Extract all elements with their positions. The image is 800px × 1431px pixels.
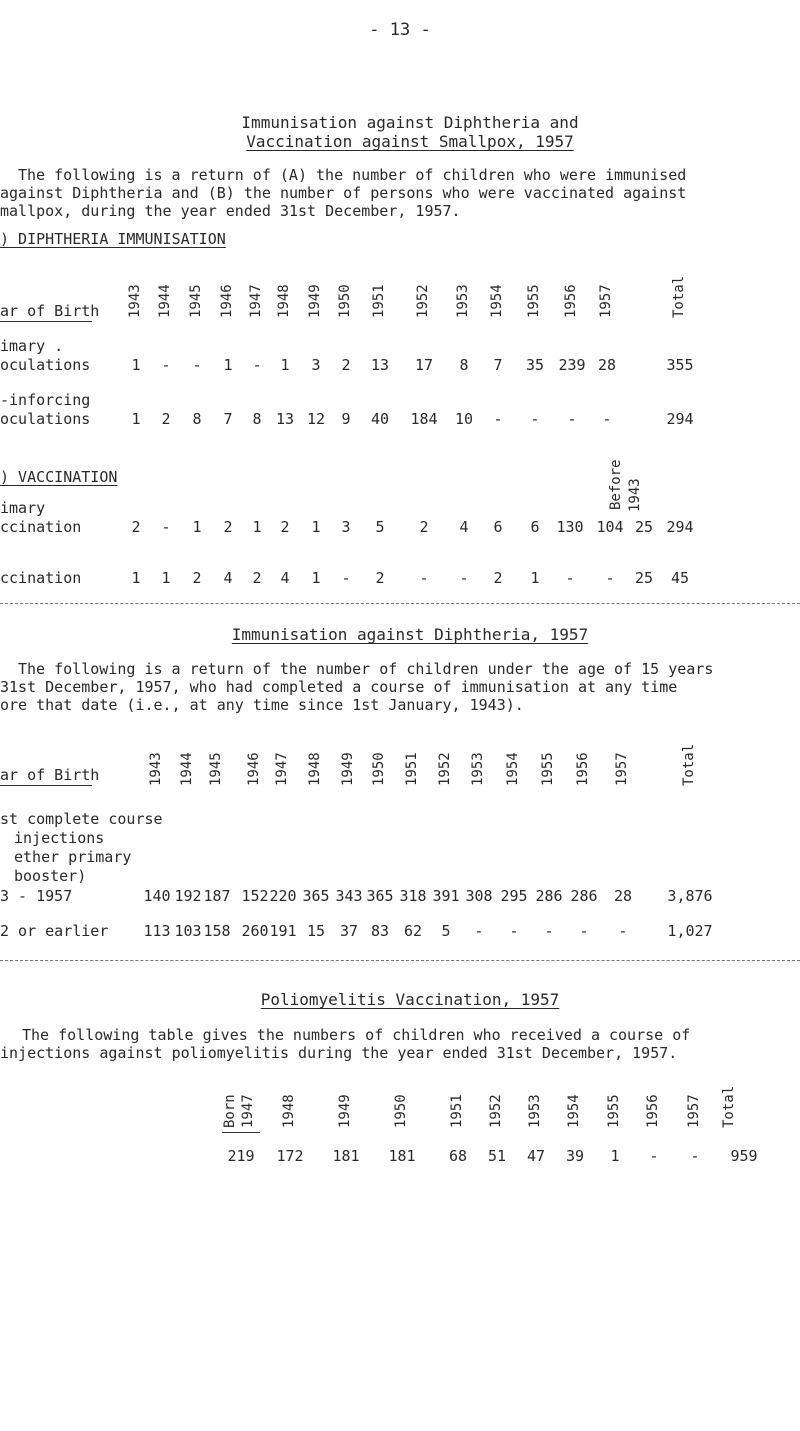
diph-year-4: 1947 — [274, 752, 290, 786]
polio-cell-11: 959 — [730, 1147, 758, 1165]
secA-r0-cell-10: 8 — [459, 356, 469, 374]
secA-year-9: 1952 — [415, 284, 431, 318]
diph-year-5: 1948 — [307, 752, 323, 786]
diph-r1-cell-13: - — [579, 922, 589, 940]
secB-r0-cell-16: 294 — [666, 518, 694, 536]
polio-year-10: Total — [721, 1085, 737, 1128]
secB-row-primary — [0, 518, 800, 538]
secA-r1-cell-12: - — [530, 410, 540, 428]
secB-r0-cell-7: 3 — [341, 518, 351, 536]
secB-r0-cell-3: 2 — [223, 518, 233, 536]
secA-row-reinforcing — [0, 410, 800, 430]
polio-header-underline — [222, 1132, 260, 1133]
page-title-line2: Vaccination against Smallpox, 1957 — [246, 132, 574, 151]
diph-year-label: ar of Birth — [0, 766, 100, 784]
diph-r1-cell-8: 62 — [403, 922, 423, 940]
secB-r0-cell-15: 25 — [634, 518, 654, 536]
diph-year-15: Total — [681, 743, 697, 786]
intro-line-1: The following is a return of (A) the number of children who were immunised — [18, 166, 687, 184]
secB-r0-cell-10: 4 — [459, 518, 469, 536]
page-number: - 13 - — [369, 20, 431, 40]
secA-year-2: 1945 — [188, 284, 204, 318]
diph-intro-1: The following is a return of the number of children under the age of 15 years — [18, 660, 714, 678]
polio-values-row — [0, 1147, 800, 1167]
polio-year-3: 1951 — [449, 1094, 465, 1128]
secA-year-13: 1956 — [563, 284, 579, 318]
secA-r0-cell-0: 1 — [131, 356, 141, 374]
secA-r0-cell-14: 28 — [597, 356, 617, 374]
polio-cell-9: - — [649, 1147, 659, 1165]
polio-year-8: 1956 — [645, 1094, 661, 1128]
secA-year-5: 1948 — [276, 284, 292, 318]
section-a-heading: ) DIPHTHERIA IMMUNISATION — [0, 230, 226, 248]
diph-r0-cell-2: 187 — [203, 887, 231, 905]
diph-r0-cell-14: 28 — [613, 887, 633, 905]
secA-row2-label2: oculations — [0, 410, 91, 428]
secA-r0-cell-3: 1 — [223, 356, 233, 374]
secB-r0-cell-13: 130 — [556, 518, 584, 536]
polio-born-year: 1947 — [240, 1094, 256, 1128]
secB-r0-cell-0: 2 — [131, 518, 141, 536]
secA-row2-label1: -inforcing — [0, 391, 91, 409]
secB-r0-cell-8: 5 — [375, 518, 385, 536]
secA-row1-label1: imary . — [0, 337, 64, 355]
divider-1 — [0, 603, 800, 604]
secA-year-12: 1955 — [526, 284, 542, 318]
polio-intro-2: injections against poliomyelitis during the year ended 31st December, 1957. — [0, 1044, 678, 1062]
secB-row2-label2: ccination — [0, 569, 82, 587]
secA-r0-cell-12: 35 — [525, 356, 545, 374]
secA-year-8: 1951 — [371, 284, 387, 318]
secB-r1-cell-8: 2 — [375, 569, 385, 587]
polio-year-5: 1953 — [527, 1094, 543, 1128]
diph-r1-cell-10: - — [474, 922, 484, 940]
secA-row1-label2: oculations — [0, 356, 91, 374]
secA-r0-cell-5: 1 — [280, 356, 290, 374]
secB-r1-cell-2: 2 — [192, 569, 202, 587]
polio-cell-5: 51 — [487, 1147, 507, 1165]
diph-r0-cell-4: 220 — [269, 887, 297, 905]
secB-r1-cell-7: - — [341, 569, 351, 587]
diph-desc-4: booster) — [14, 867, 87, 885]
polio-cell-7: 39 — [565, 1147, 585, 1165]
secA-r0-cell-13: 239 — [558, 356, 586, 374]
secA-r1-cell-4: 8 — [252, 410, 262, 428]
polio-year-7: 1955 — [606, 1094, 622, 1128]
diph-r1-cell-4: 191 — [269, 922, 297, 940]
diph-r0-cell-10: 308 — [465, 887, 493, 905]
secB-r0-cell-5: 2 — [280, 518, 290, 536]
secB-r0-cell-4: 1 — [252, 518, 262, 536]
secB-r1-cell-14: - — [605, 569, 615, 587]
polio-year-4: 1952 — [488, 1094, 504, 1128]
diph-r0-cell-12: 286 — [535, 887, 563, 905]
secB-row1-label1: imary — [0, 499, 46, 517]
diph-r0-cell-13: 286 — [570, 887, 598, 905]
secA-r1-cell-9: 184 — [410, 410, 438, 428]
diph-r1-cell-3: 260 — [241, 922, 269, 940]
before-year: 1943 — [627, 478, 643, 512]
secA-r1-cell-5: 13 — [275, 410, 295, 428]
diph-year-14: 1957 — [614, 752, 630, 786]
secA-year-14: 1957 — [598, 284, 614, 318]
secA-r1-cell-13: - — [567, 410, 577, 428]
diph-r1-cell-7: 83 — [370, 922, 390, 940]
diph-year-1: 1944 — [179, 752, 195, 786]
secA-r0-cell-15: 355 — [666, 356, 694, 374]
secA-r1-cell-2: 8 — [192, 410, 202, 428]
secA-year-1: 1944 — [157, 284, 173, 318]
secB-r1-cell-13: - — [565, 569, 575, 587]
polio-cell-3: 181 — [388, 1147, 416, 1165]
diph-year-label-underline — [0, 785, 92, 786]
secA-year-11: 1954 — [489, 284, 505, 318]
secB-r1-cell-5: 4 — [280, 569, 290, 587]
page-title-line1: Immunisation against Diphtheria and — [241, 113, 579, 132]
diph-r0-cell-8: 318 — [399, 887, 427, 905]
secA-year-3: 1946 — [219, 284, 235, 318]
secB-r1-cell-10: - — [459, 569, 469, 587]
secA-r1-cell-10: 10 — [454, 410, 474, 428]
diph-year-3: 1946 — [246, 752, 262, 786]
secB-r0-cell-6: 1 — [311, 518, 321, 536]
diph-year-8: 1951 — [404, 752, 420, 786]
diph-year-9: 1952 — [437, 752, 453, 786]
diph-r0-cell-0: 140 — [143, 887, 171, 905]
secB-r0-cell-12: 6 — [530, 518, 540, 536]
diph-r0-cell-1: 192 — [174, 887, 202, 905]
secB-r1-cell-0: 1 — [131, 569, 141, 587]
secA-r0-cell-6: 3 — [311, 356, 321, 374]
diph-r1-cell-0: 113 — [143, 922, 171, 940]
secB-r1-cell-9: - — [419, 569, 429, 587]
secA-r1-cell-15: 294 — [666, 410, 694, 428]
diph-r0-cell-11: 295 — [500, 887, 528, 905]
polio-year-1: 1949 — [337, 1094, 353, 1128]
polio-cell-2: 181 — [332, 1147, 360, 1165]
diph-intro-3: ore that date (i.e., at any time since 1st January, 1943). — [0, 696, 524, 714]
secA-r0-cell-4: - — [252, 356, 262, 374]
secA-r1-cell-8: 40 — [370, 410, 390, 428]
polio-cell-0: 219 — [227, 1147, 255, 1165]
polio-year-2: 1950 — [393, 1094, 409, 1128]
secA-year-10: 1953 — [455, 284, 471, 318]
secA-year-7: 1950 — [337, 284, 353, 318]
diph-desc-1: st complete course — [0, 810, 163, 828]
polio-year-6: 1954 — [566, 1094, 582, 1128]
polio-cell-4: 68 — [448, 1147, 468, 1165]
polio-cell-6: 47 — [526, 1147, 546, 1165]
diph-year-12: 1955 — [540, 752, 556, 786]
secB-r1-cell-4: 2 — [252, 569, 262, 587]
secB-row-revaccination — [0, 569, 800, 589]
diph-year-7: 1950 — [371, 752, 387, 786]
polio-year-0: 1948 — [281, 1094, 297, 1128]
intro-line-3: mallpox, during the year ended 31st December, 1957. — [0, 202, 461, 220]
diph-r1-cell-12: - — [544, 922, 554, 940]
secA-r0-cell-9: 17 — [414, 356, 434, 374]
secA-year-4: 1947 — [248, 284, 264, 318]
diph-desc-2: injections — [14, 829, 105, 847]
diph-r0-cell-3: 152 — [241, 887, 269, 905]
diph-row1-label: 3 - 1957 — [0, 887, 73, 905]
polio-year-9: 1957 — [686, 1094, 702, 1128]
diph-row-recent — [0, 887, 800, 907]
year-label-underline — [0, 321, 92, 322]
diph-r1-cell-15: 1,027 — [667, 922, 713, 940]
section-a-year-label: ar of Birth — [0, 302, 100, 320]
secB-r0-cell-14: 104 — [596, 518, 624, 536]
secB-r1-cell-3: 4 — [223, 569, 233, 587]
diph-r1-cell-5: 15 — [306, 922, 326, 940]
polio-heading: Poliomyelitis Vaccination, 1957 — [260, 990, 560, 1009]
diph-r0-cell-7: 365 — [366, 887, 394, 905]
polio-cell-8: 1 — [610, 1147, 620, 1165]
polio-intro-1: The following table gives the numbers of children who received a course of — [22, 1026, 691, 1044]
diph-year-2: 1945 — [208, 752, 224, 786]
intro-line-2: against Diphtheria and (B) the number of persons who were vaccinated against — [0, 184, 687, 202]
polio-cell-10: - — [690, 1147, 700, 1165]
secA-r1-cell-7: 9 — [341, 410, 351, 428]
secB-r0-cell-11: 6 — [493, 518, 503, 536]
diph-intro-2: 31st December, 1957, who had completed a course of immunisation at any time — [0, 678, 678, 696]
polio-born-label: Born — [222, 1094, 238, 1128]
diph-year-13: 1956 — [575, 752, 591, 786]
secA-r1-cell-6: 12 — [306, 410, 326, 428]
diph-r1-cell-2: 158 — [203, 922, 231, 940]
diph-row2-label: 2 or earlier — [0, 922, 109, 940]
secA-r0-cell-7: 2 — [341, 356, 351, 374]
secA-r0-cell-1: - — [161, 356, 171, 374]
diph-r0-cell-15: 3,876 — [667, 887, 713, 905]
diph-r0-cell-9: 391 — [432, 887, 460, 905]
secA-r0-cell-8: 13 — [370, 356, 390, 374]
secB-r1-cell-12: 1 — [530, 569, 540, 587]
section-b-heading: ) VACCINATION — [0, 468, 118, 486]
secA-year-15: Total — [671, 275, 687, 318]
diph-r1-cell-14: - — [618, 922, 628, 940]
before-label: Before — [608, 459, 624, 510]
secA-r0-cell-11: 7 — [493, 356, 503, 374]
diph-r1-cell-11: - — [509, 922, 519, 940]
secB-r1-cell-11: 2 — [493, 569, 503, 587]
divider-2 — [0, 960, 800, 961]
secA-r0-cell-2: - — [192, 356, 202, 374]
diph-r1-cell-6: 37 — [339, 922, 359, 940]
secA-r1-cell-1: 2 — [161, 410, 171, 428]
diph-year-11: 1954 — [505, 752, 521, 786]
diph-r1-cell-1: 103 — [174, 922, 202, 940]
secB-row1-label2: ccination — [0, 518, 82, 536]
secA-r1-cell-3: 7 — [223, 410, 233, 428]
secB-r1-cell-16: 45 — [670, 569, 690, 587]
diph-r0-cell-6: 343 — [335, 887, 363, 905]
diph-r1-cell-9: 5 — [441, 922, 451, 940]
secA-r1-cell-14: - — [602, 410, 612, 428]
secB-r1-cell-6: 1 — [311, 569, 321, 587]
diphtheria-heading: Immunisation against Diphtheria, 1957 — [231, 625, 589, 644]
secB-r1-cell-15: 25 — [634, 569, 654, 587]
secB-r0-cell-2: 1 — [192, 518, 202, 536]
secA-r1-cell-0: 1 — [131, 410, 141, 428]
diph-year-0: 1943 — [148, 752, 164, 786]
secB-r0-cell-9: 2 — [419, 518, 429, 536]
diph-r0-cell-5: 365 — [302, 887, 330, 905]
polio-cell-1: 172 — [276, 1147, 304, 1165]
diph-year-6: 1949 — [340, 752, 356, 786]
secA-row-primary — [0, 356, 800, 376]
secB-r1-cell-1: 1 — [161, 569, 171, 587]
secB-r0-cell-1: - — [161, 518, 171, 536]
diph-row-earlier — [0, 922, 800, 942]
diph-year-10: 1953 — [470, 752, 486, 786]
diph-desc-3: ether primary — [14, 848, 132, 866]
secA-r1-cell-11: - — [493, 410, 503, 428]
secA-year-6: 1949 — [307, 284, 323, 318]
secA-year-0: 1943 — [127, 284, 143, 318]
